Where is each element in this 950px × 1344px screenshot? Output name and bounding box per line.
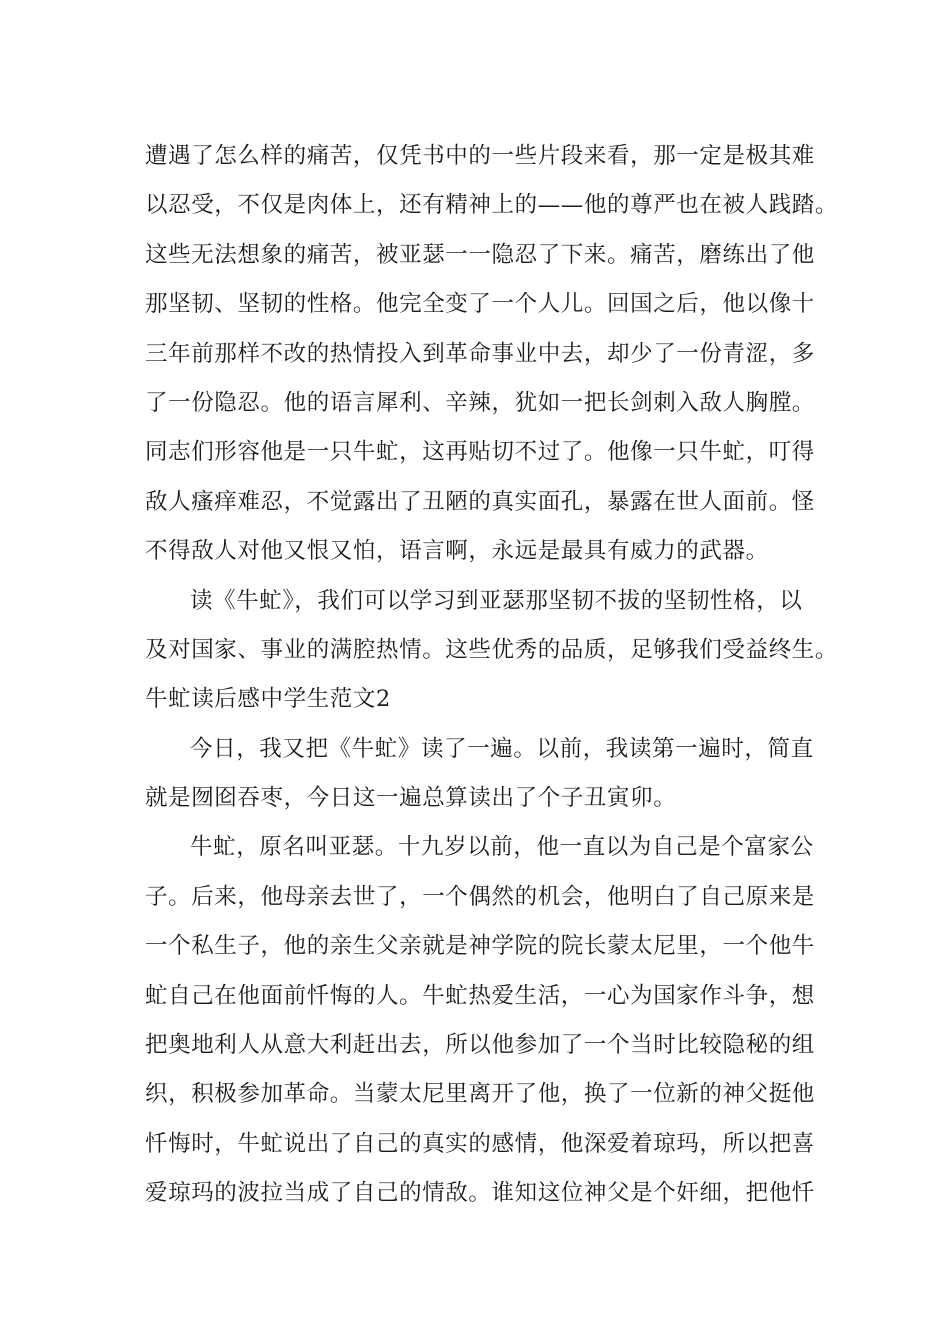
text-line: 以忍受，不仅是肉体上，还有精神上的——他的尊严也在被人践踏。 (145, 192, 839, 219)
text-line: 牛虻，原名叫亚瑟。十九岁以前，他一直以为自己是个富家公 (190, 834, 814, 861)
text-line: 了一份隐忍。他的语言犀利、辛辣，犹如一把长剑刺入敌人胸膛。 (145, 389, 815, 416)
text-line: 今日，我又把《牛虻》读了一遍。以前，我读第一遍时，简直 (190, 735, 814, 762)
text-line: 忏悔时，牛虻说出了自己的真实的感情，他深爱着琼玛，所以把喜 (145, 1130, 815, 1157)
text-line: 一个私生子，他的亲生父亲就是神学院的院长蒙太尼里，一个他牛 (145, 933, 815, 960)
text-line: 牛虻读后感中学生范文2 (145, 686, 391, 713)
text-line: 那坚韧、坚韧的性格。他完全变了一个人儿。回国之后，他以像十 (145, 291, 815, 318)
text-line: 三年前那样不改的热情投入到革命事业中去，却少了一份青涩，多 (145, 340, 815, 367)
text-line: 子。后来，他母亲去世了，一个偶然的机会，他明白了自己原来是 (145, 883, 815, 910)
text-line: 爱琼玛的波拉当成了自己的情敌。谁知这位神父是个奸细，把他忏 (145, 1180, 815, 1207)
text-line: 这些无法想象的痛苦，被亚瑟一一隐忍了下来。痛苦，磨练出了他 (145, 241, 815, 268)
text-line: 同志们形容他是一只牛虻，这再贴切不过了。他像一只牛虻，叮得 (145, 439, 815, 466)
text-line: 及对国家、事业的满腔热情。这些优秀的品质，足够我们受益终生。 (145, 636, 839, 663)
text-line: 就是囫囵吞枣，今日这一遍总算读出了个子丑寅卯。 (145, 785, 677, 812)
text-line: 虻自己在他面前忏悔的人。牛虻热爱生活，一心为国家作斗争，想 (145, 982, 815, 1009)
text-line: 不得敌人对他又恨又怕，语言啊，永远是最具有威力的武器。 (145, 538, 769, 565)
text-line: 织，积极参加革命。当蒙太尼里离开了他，换了一位新的神父挺他 (145, 1081, 815, 1108)
text-line: 遭遇了怎么样的痛苦，仅凭书中的一些片段来看，那一定是极其难 (145, 143, 815, 169)
document-body (145, 132, 839, 1219)
text-line: 把奥地利人从意大利赶出去，所以他参加了一个当时比较隐秘的组 (145, 1032, 815, 1059)
text-line: 读《牛虻》，我们可以学习到亚瑟那坚韧不拔的坚韧性格，以 (190, 587, 803, 614)
text-line: 敌人瘙痒难忍，不觉露出了丑陋的真实面孔，暴露在世人面前。怪 (145, 488, 815, 515)
